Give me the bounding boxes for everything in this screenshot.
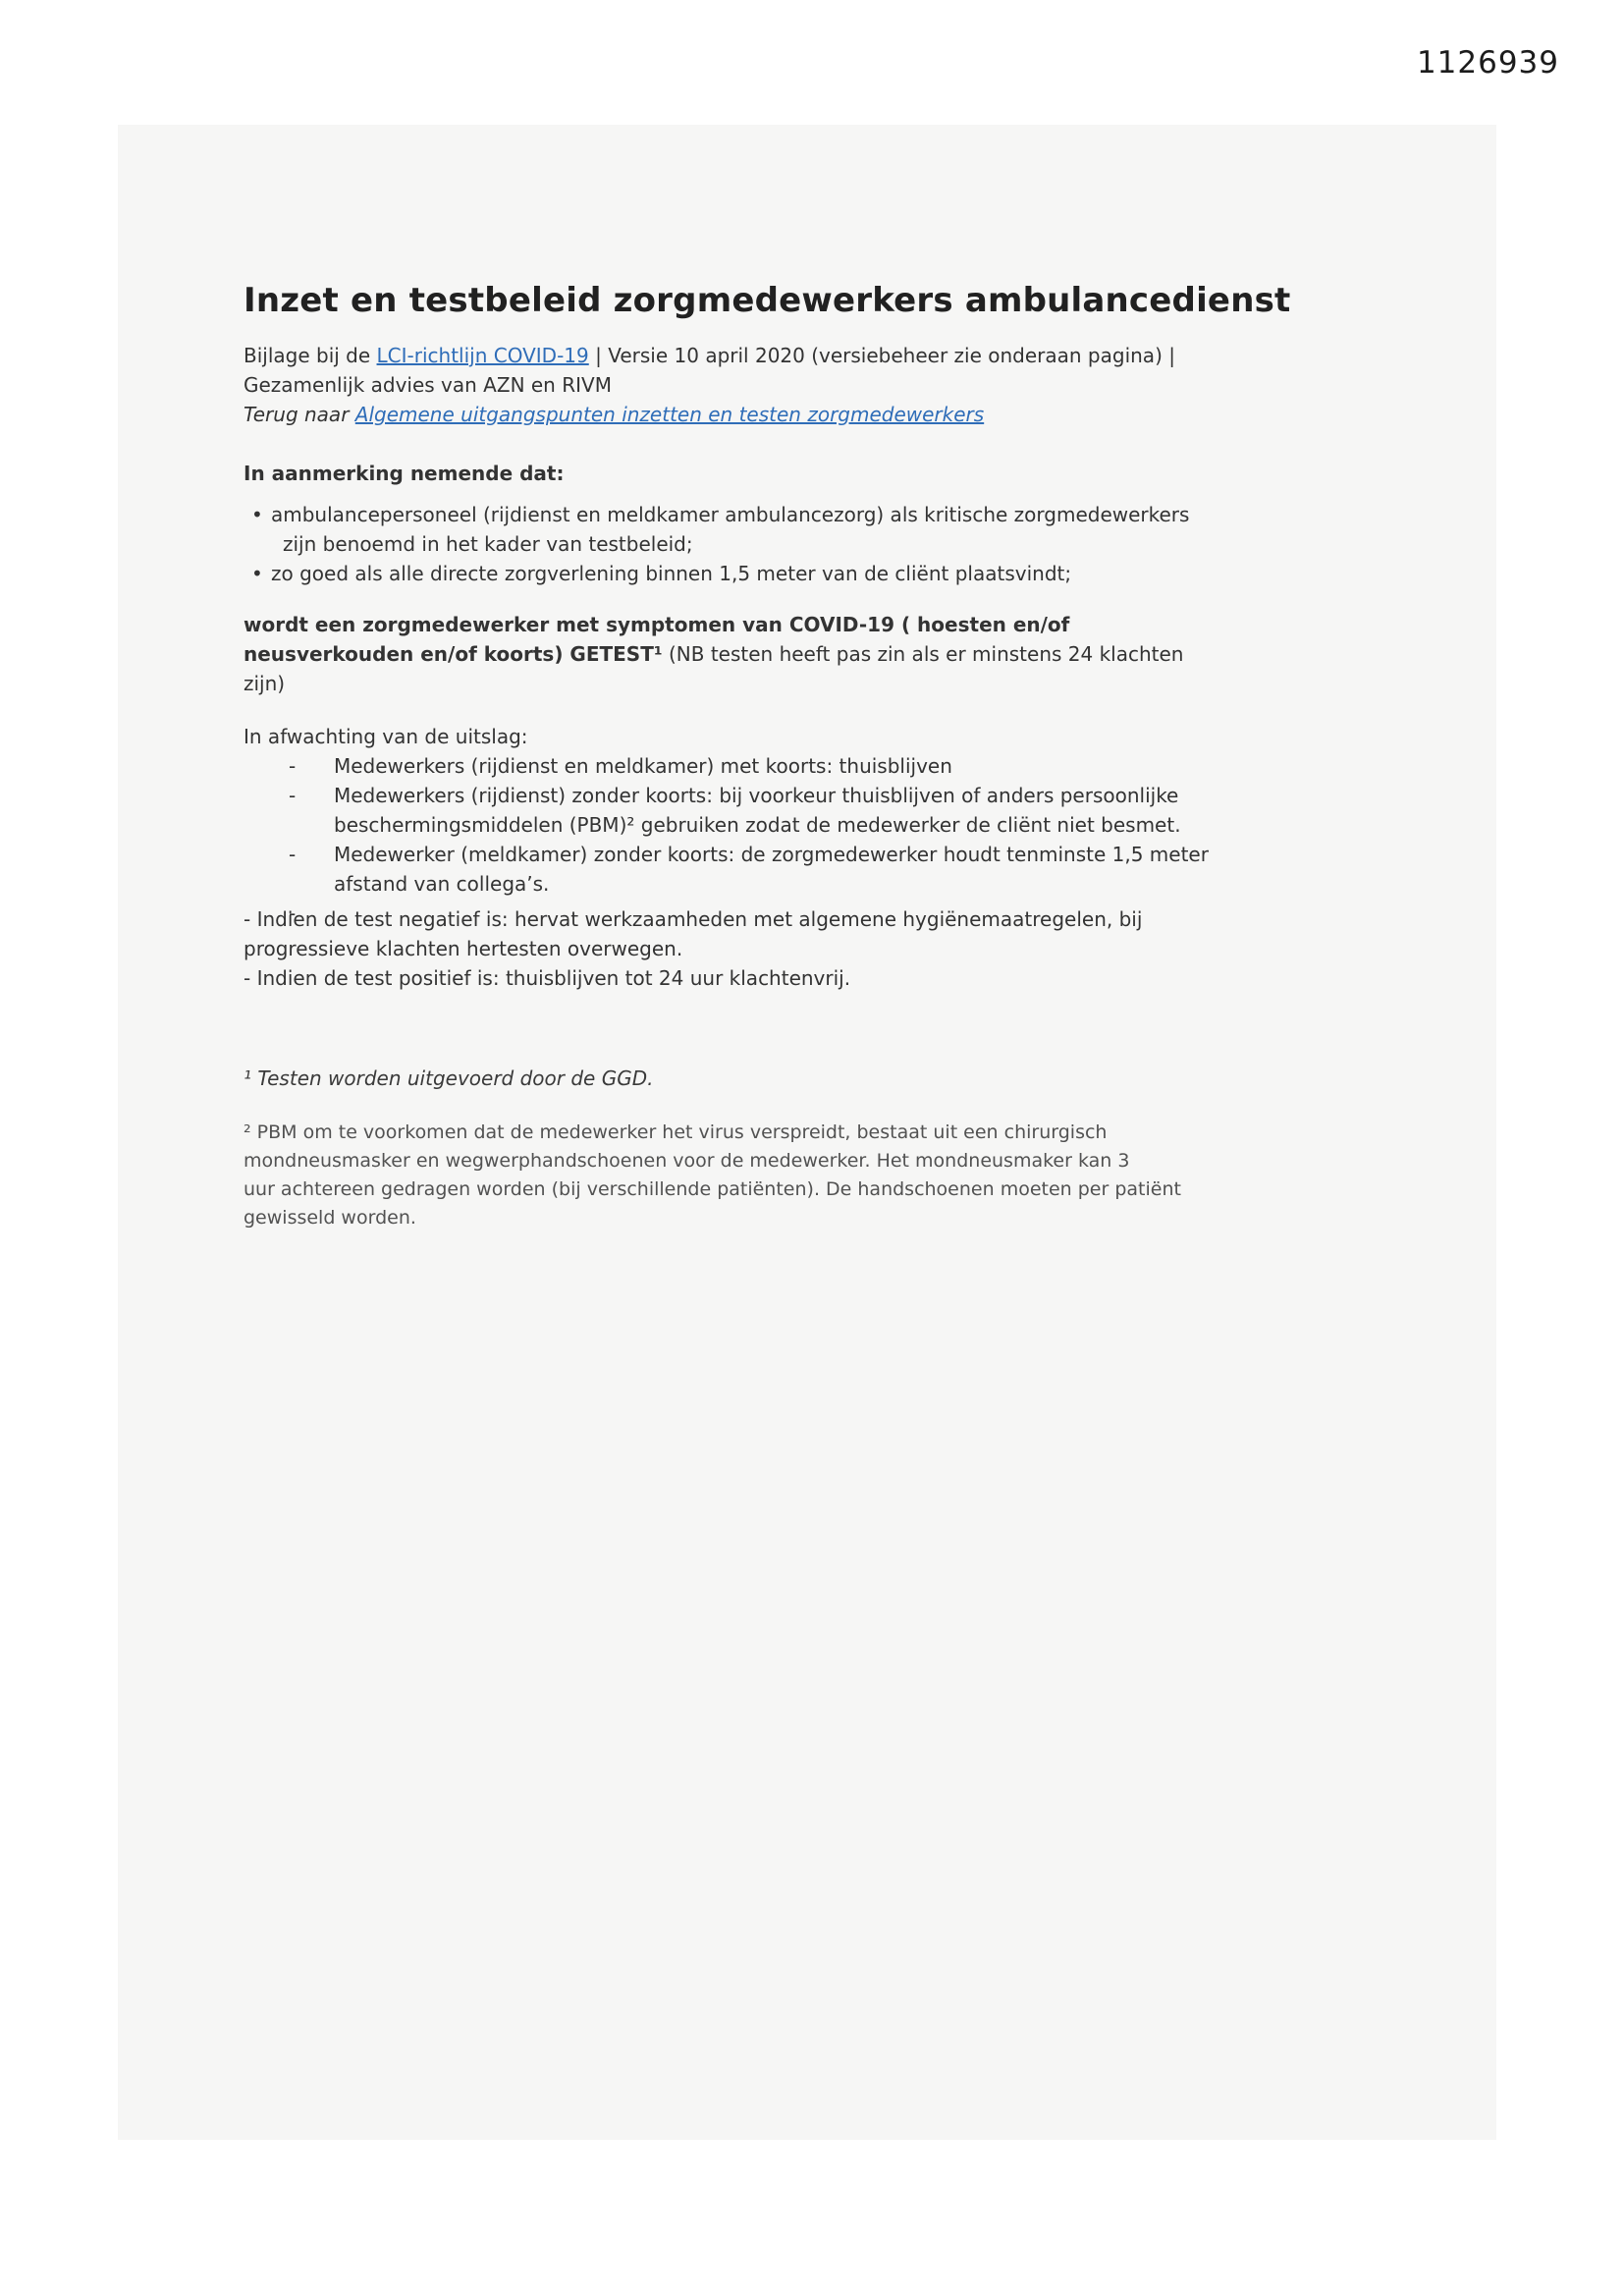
dash-item-1: - Medewerkers (rijdienst en meldkamer) met koorts: thuisblijven <box>244 751 1398 781</box>
results-block <box>244 904 1398 993</box>
considering-heading: In aanmerking nemende dat: <box>244 462 565 485</box>
bullet-1-line-2: zijn benoemd in het kader van testbeleid; <box>283 532 693 556</box>
meta-line-2: Gezamenlijk advies van AZN en RIVM <box>244 373 612 397</box>
back-row <box>244 400 1398 429</box>
awaiting-heading: In afwachting van de uitslag: <box>244 725 528 748</box>
considering-list <box>244 500 1398 588</box>
meta-prefix: Bijlage bij de <box>244 344 377 367</box>
back-link[interactable]: Algemene uitgangspunten inzetten en testen zorgmedewerkers <box>354 403 985 426</box>
dash-item-2 <box>244 781 1398 840</box>
result-positive: - Indien de test positief is: thuisblijven tot 24 uur klachtenvrij. <box>244 966 851 990</box>
bullet-item-1 <box>244 500 1398 559</box>
dash-item-3 <box>244 840 1398 899</box>
footnote-2 <box>244 1119 1398 1232</box>
footnote-1: ¹ Testen worden uitgevoerd door de GGD. <box>244 1066 654 1090</box>
dash-2-line-2: beschermingsmiddelen (PBM)² gebruiken zodat de medewerker de cliënt niet besmet. <box>334 813 1181 837</box>
decision-normal-2: (NB testen heeft pas zin als er minstens 24 klachten <box>662 642 1184 666</box>
decision-bold-1: wordt een zorgmedewerker met symptomen van COVID-19 ( hoesten en/of <box>244 613 1070 636</box>
page-title: Inzet en testbeleid zorgmedewerkers ambulancedienst <box>244 281 1291 320</box>
decision-line-2 <box>244 639 1398 669</box>
back-prefix: Terug naar <box>244 403 355 426</box>
decision-paragraph <box>244 610 1398 698</box>
footnote-2-line-4: gewisseld worden. <box>244 1207 416 1229</box>
result-negative-line-1: - Indien de test negatief is: hervat werkzaamheden met algemene hygiënemaatregelen, bij <box>244 907 1143 931</box>
meta-line-1 <box>244 341 1398 370</box>
footnote-2-line-3: uur achtereen gedragen worden (bij verschillende patiënten). De handschoenen moeten per patiënt <box>244 1178 1181 1200</box>
decision-line-3 <box>244 669 1398 698</box>
document-page <box>118 125 1496 2140</box>
footnote-2-line-2: mondneusmasker en wegwerphandschoenen voor de medewerker. Het mondneusmaker kan 3 <box>244 1150 1130 1172</box>
lci-richtlijn-link[interactable]: LCI-richtlijn COVID-19 <box>376 344 589 367</box>
result-negative-line-2: progressieve klachten hertesten overwegen. <box>244 937 683 960</box>
meta-after-link: | Versie 10 april 2020 (versiebeheer zie onderaan pagina) | <box>588 344 1175 367</box>
awaiting-list <box>244 751 1398 899</box>
bullet-1-line-1: • ambulancepersoneel (rijdienst en meldkamer ambulancezorg) als kritische zorgmedewerkers <box>271 503 1190 526</box>
dash-3-line-1: - Medewerker (meldkamer) zonder koorts: de zorgmedewerker houdt tenminste 1,5 meter <box>334 843 1209 866</box>
meta-block <box>244 341 1398 429</box>
document-content <box>118 125 1496 1232</box>
dash-3-line-2: afstand van collega’s. <box>334 872 550 896</box>
doc-number: 1126939 <box>1416 45 1559 81</box>
bullet-item-2: • zo goed als alle directe zorgverlening binnen 1,5 meter van de cliënt plaatsvindt; <box>244 559 1398 588</box>
decision-bold-2: neusverkouden en/of koorts) GETEST¹ <box>244 642 663 666</box>
footnote-2-line-1: ² PBM om te voorkomen dat de medewerker het virus verspreidt, bestaat uit een chirurgisch <box>244 1121 1108 1143</box>
decision-line-1 <box>244 610 1398 639</box>
decision-normal-3: zijn) <box>244 672 286 695</box>
dash-2-line-1: - Medewerkers (rijdienst) zonder koorts: bij voorkeur thuisblijven of anders persoonlijke <box>334 784 1179 807</box>
